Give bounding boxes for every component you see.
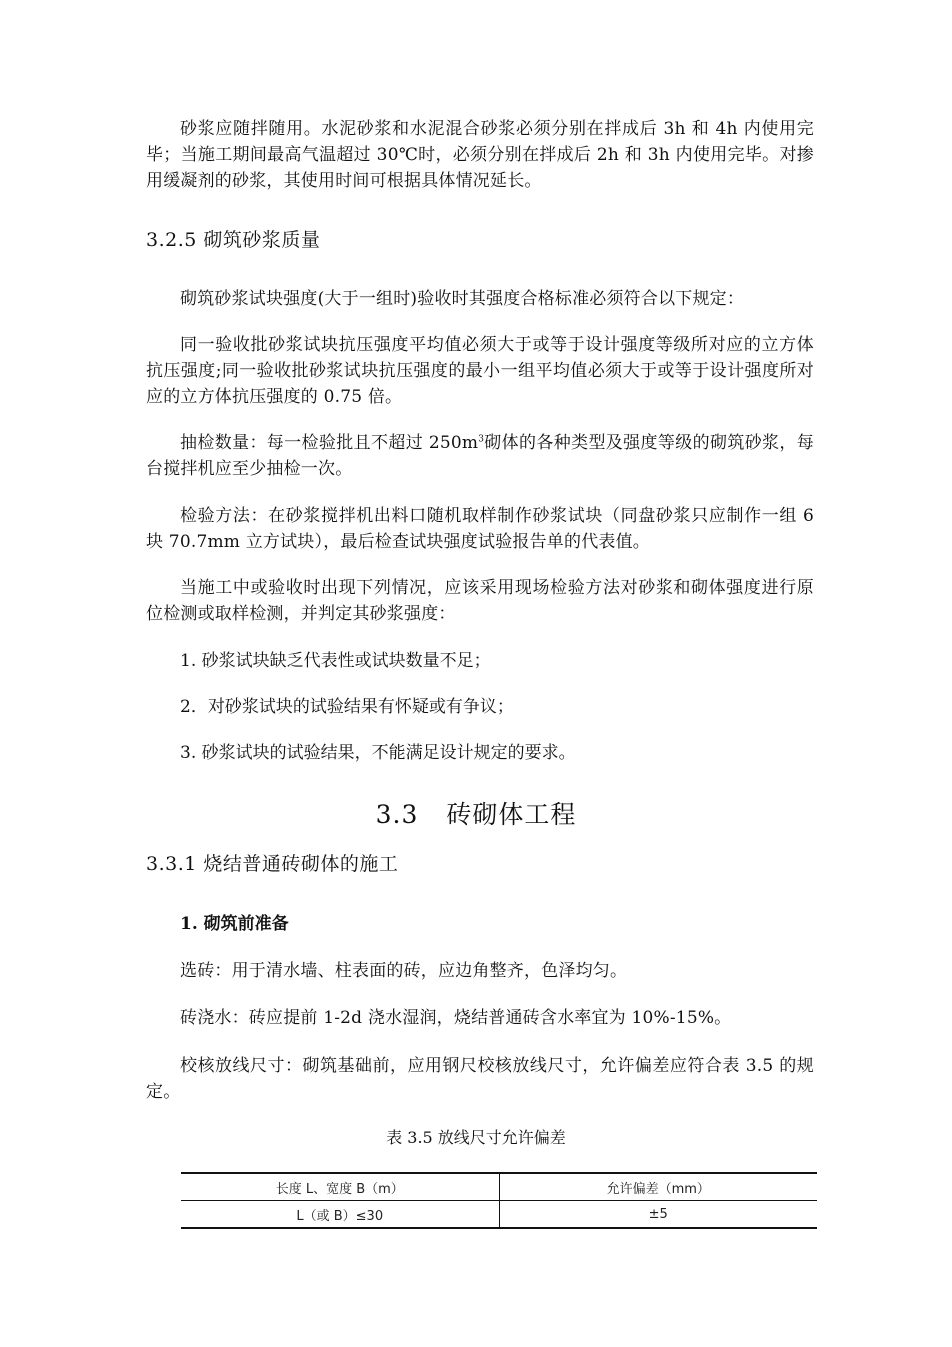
table-cell-length: L（或 B）≤30 [181, 1201, 499, 1229]
sampling-quantity-text-cont: 砌体的各种类型及强度等级的砌筑砂浆，每台搅拌机应至少抽检一次。 [146, 433, 814, 479]
table-header-length: 长度 L、宽度 B（m） [181, 1173, 499, 1201]
list-item-1: 1. 砂浆试块缺乏代表性或试块数量不足； [180, 651, 491, 671]
paragraph-layout-check: 校核放线尺寸：砌筑基础前，应用钢尺校核放线尺寸，允许偏差应符合表 3.5 的规定。 [146, 1056, 814, 1102]
section-title-text: 砖砌体工程 [446, 800, 577, 829]
paragraph-onsite-testing: 当施工中或验收时出现下列情况，应该采用现场检验方法对砂浆和砌体强度进行原位检测或取样检测，并判定其砂浆强度： [146, 578, 814, 624]
paragraph-brick-watering: 砖浇水：砖应提前 1-2d 浇水湿润，烧结普通砖含水率宜为 10%-15%。 [180, 1008, 732, 1028]
paragraph-strength-standard: 砌筑砂浆试块强度(大于一组时)验收时其强度合格标准必须符合以下规定： [180, 289, 745, 309]
table-caption: 表 3.5 放线尺寸允许偏差 [386, 1128, 566, 1147]
cubic-superscript: 3 [478, 434, 485, 445]
paragraph-inspection-method: 检验方法：在砂浆搅拌机出料口随机取样制作砂浆试块（同盘砂浆只应制作一组 6 块 70.7mm 立方试块），最后检查试块强度试验报告单的代表值。 [146, 506, 814, 552]
heading-3-3-1: 3.3.1 烧结普通砖砌体的施工 [146, 853, 399, 875]
paragraph-sampling-quantity [146, 430, 814, 482]
table-row [181, 1201, 817, 1229]
section-title-3-3 [0, 798, 952, 832]
table-cell-tolerance: ±5 [499, 1201, 817, 1229]
section-number: 3.3 [375, 800, 419, 829]
heading-3-2-5: 3.2.5 砌筑砂浆质量 [146, 229, 321, 251]
subheading-preparation: 1. 砌筑前准备 [180, 914, 289, 934]
paragraph-strength-average: 同一验收批砂浆试块抗压强度平均值必须大于或等于设计强度等级所对应的立方体抗压强度;同一验收批砂浆试块抗压强度的最小一组平均值必须大于或等于设计强度所对应的立方体抗压强度的 0.75 倍。 [146, 335, 814, 407]
list-item-3: 3. 砂浆试块的试验结果，不能满足设计规定的要求。 [180, 743, 576, 763]
sampling-quantity-text: 抽检数量：每一检验批且不超过 250m [180, 433, 479, 453]
paragraph-brick-selection: 选砖：用于清水墙、柱表面的砖，应边角整齐，色泽均匀。 [180, 961, 628, 981]
paragraph-mortar-usage: 砂浆应随拌随用。水泥砂浆和水泥混合砂浆必须分别在拌成后 3h 和 4h 内使用完毕；当施工期间最高气温超过 30℃时，必须分别在拌成后 2h 和 3h 内使用完毕。对掺用缓凝剂的砂浆，其使用时间可根据具体情况延长。 [146, 119, 814, 191]
table-header-tolerance: 允许偏差（mm） [499, 1173, 817, 1201]
list-item-2: 2．对砂浆试块的试验结果有怀疑或有争议； [180, 697, 514, 717]
tolerance-table [181, 1172, 817, 1229]
table-header-row [181, 1173, 817, 1201]
